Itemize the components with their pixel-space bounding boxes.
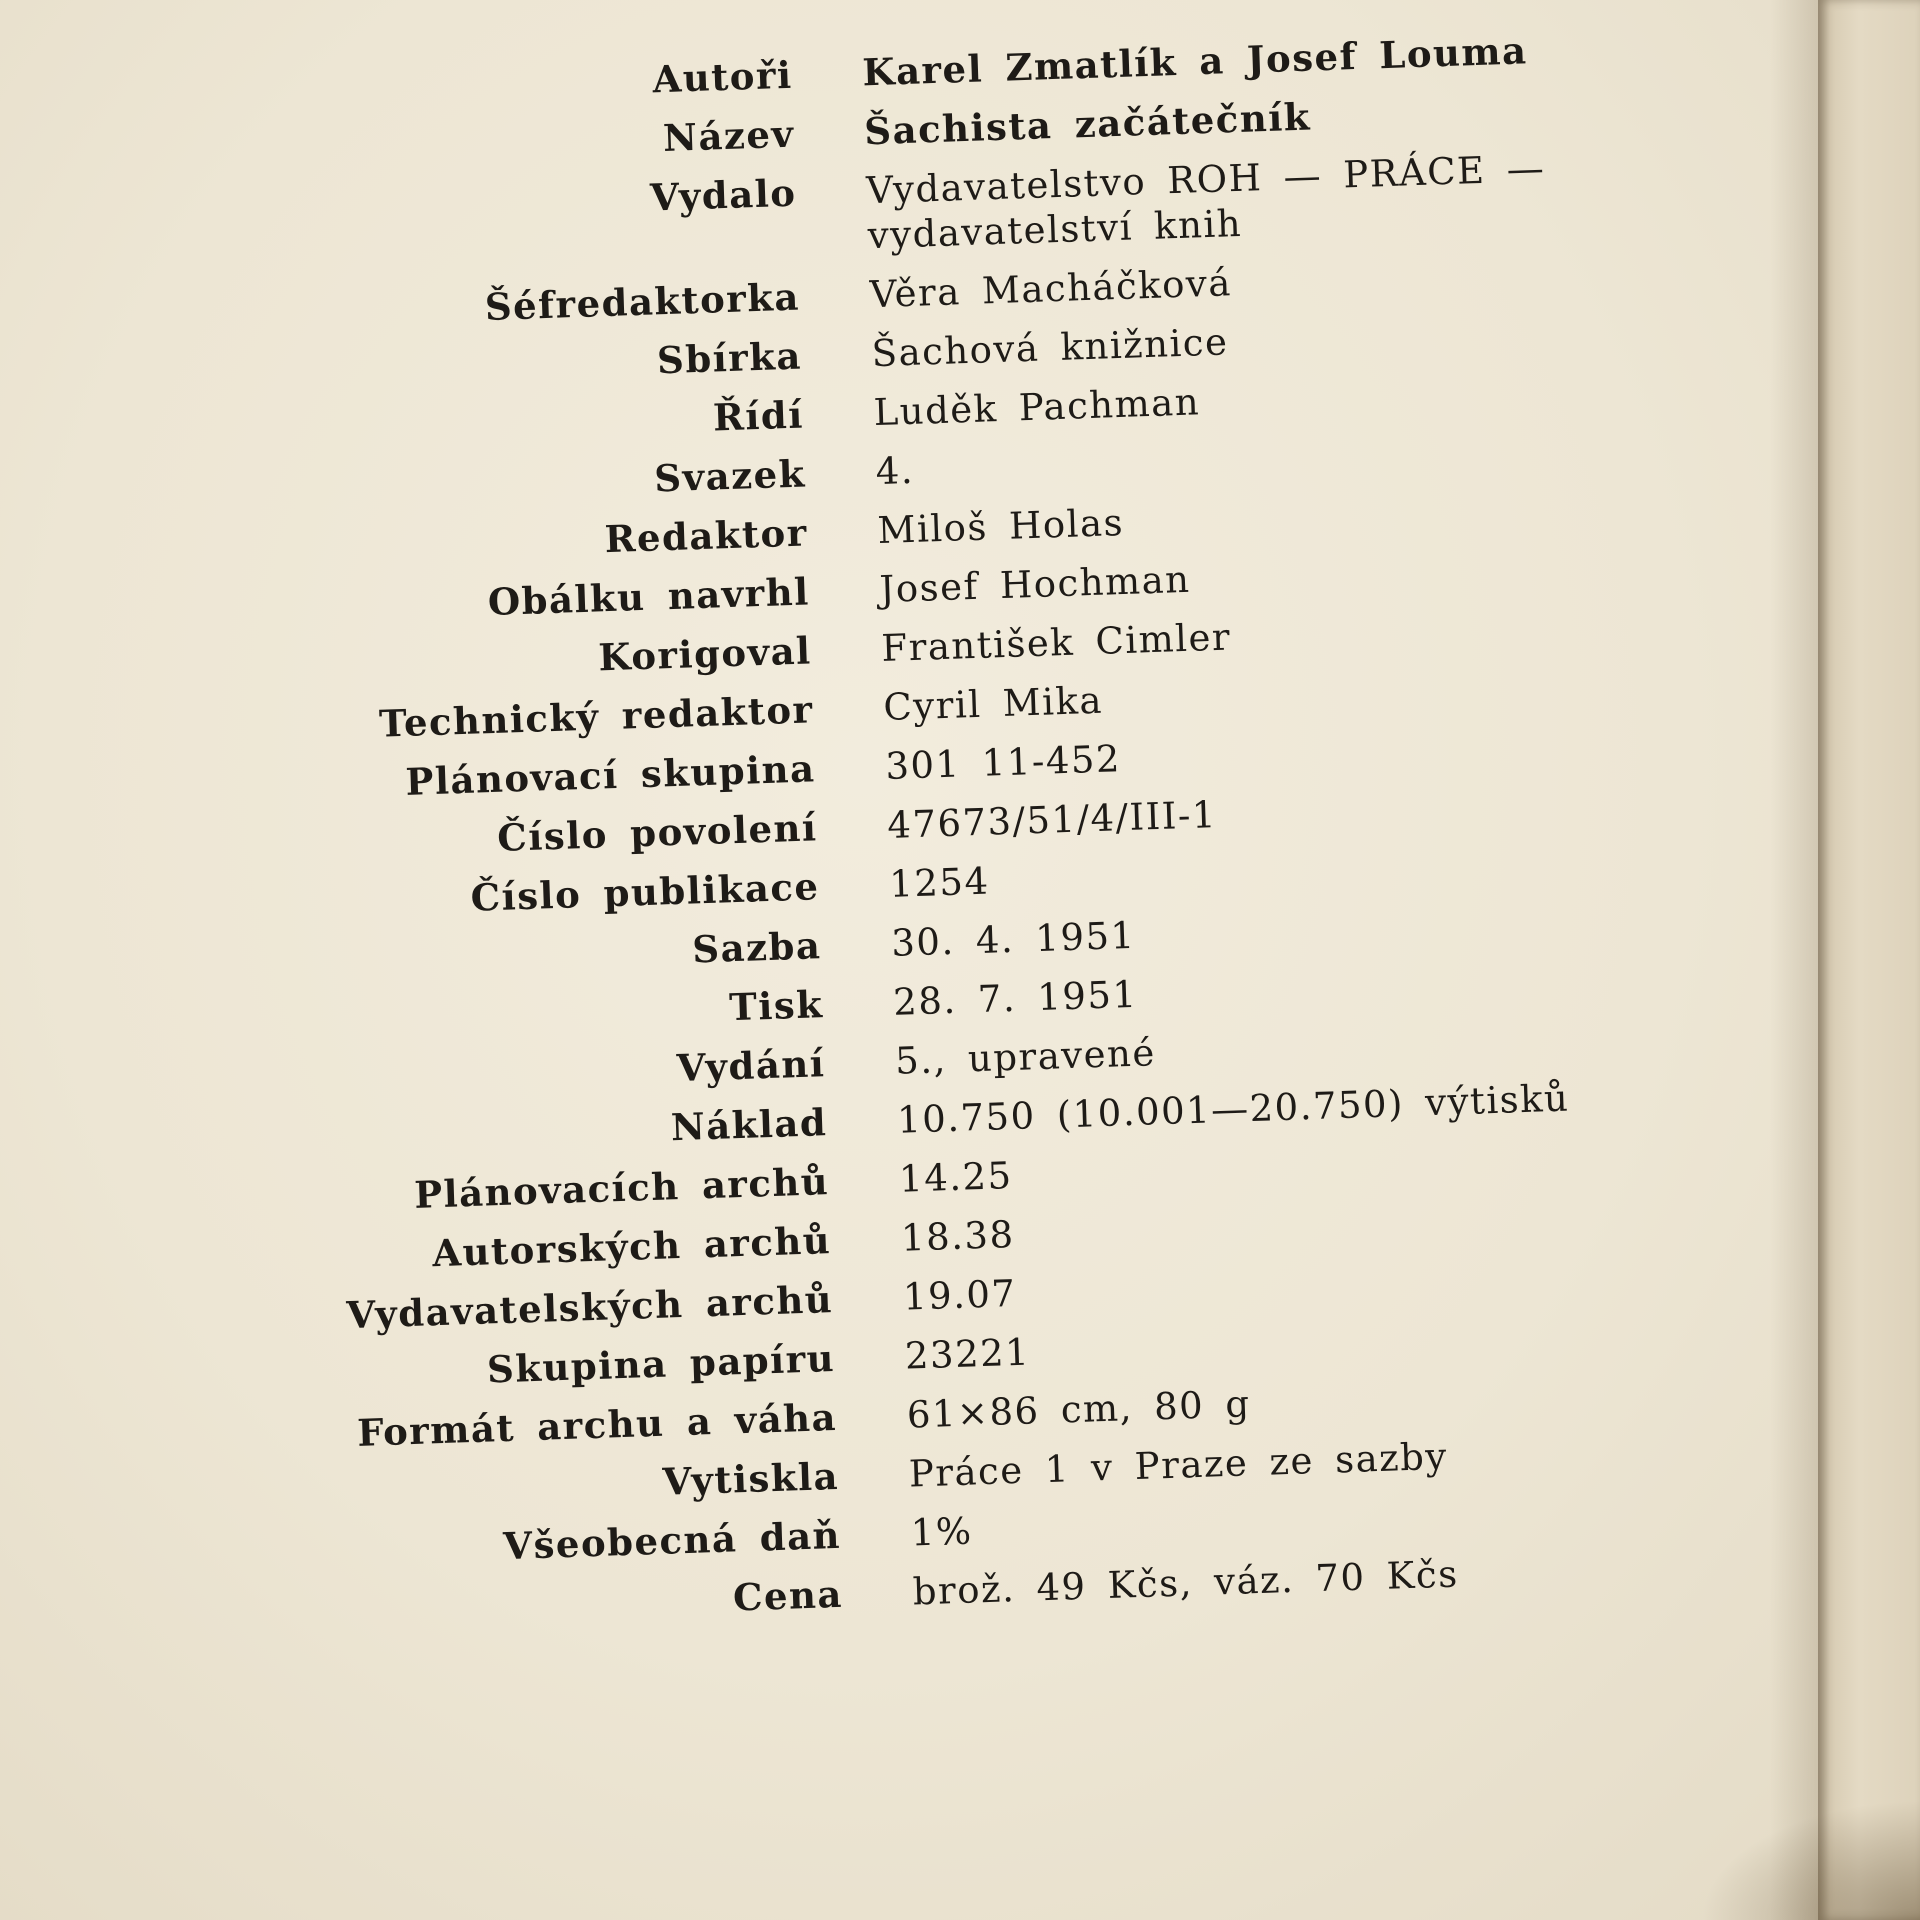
imprint-block [270, 23, 1752, 1649]
imprint-value [902, 1248, 1723, 1320]
imprint-value-line: Miloš Holas [876, 500, 1125, 553]
imprint-value-line: 1254 [888, 859, 991, 906]
imprint-value-line: 1% [910, 1509, 974, 1555]
imprint-value [873, 363, 1694, 435]
facing-page-edge [1818, 0, 1920, 1920]
imprint-value-line: Karel Zmatlík a Josef Louma [861, 28, 1529, 95]
imprint-value-line: Šachová knižnice [871, 320, 1230, 376]
imprint-value [864, 82, 1685, 154]
imprint-label: Šéfredaktorka [484, 274, 801, 329]
imprint-label: Plánovací skupina [404, 746, 817, 804]
imprint-label: Všeobecná daň [502, 1512, 842, 1569]
imprint-value [885, 717, 1706, 789]
imprint-value-line: 10.750 (10.001—20.750) výtisků [896, 1076, 1571, 1142]
imprint-value-line: 19.07 [902, 1271, 1018, 1319]
imprint-value-line: 28. 7. 1951 [892, 972, 1139, 1024]
imprint-label: Technický redaktor [378, 687, 815, 746]
imprint-label: Vydání [676, 1041, 826, 1091]
imprint-label: Autorských archů [431, 1218, 832, 1276]
imprint-value-line: 61×86 cm, 80 g [906, 1382, 1252, 1437]
imprint-label: Formát archu a váha [356, 1394, 838, 1455]
imprint-label: Cena [732, 1571, 844, 1620]
imprint-value-line: 301 11-452 [884, 737, 1122, 788]
imprint-value-line: František Cimler [880, 615, 1232, 671]
imprint-value [910, 1483, 1731, 1555]
imprint-value-line: 14.25 [898, 1154, 1014, 1201]
imprint-value [904, 1306, 1725, 1378]
imprint-value-line: Šachista začátečník [863, 94, 1312, 154]
imprint-label: Sazba [691, 923, 823, 972]
imprint-value-line: Práce 1 v Praze ze sazby [908, 1434, 1449, 1496]
imprint-label: Název [662, 111, 796, 160]
imprint-label: Vydavatelských archů [345, 1277, 834, 1338]
imprint-value-line: Luděk Pachman [872, 380, 1201, 435]
imprint-value [893, 953, 1714, 1025]
imprint-value [875, 422, 1696, 494]
imprint-value-line: 5., upravené [894, 1031, 1157, 1083]
imprint-value-line: brož. 49 Kčs, váz. 70 Kčs [912, 1552, 1460, 1614]
imprint-value [883, 658, 1704, 730]
imprint-value-line: Josef Hochman [878, 557, 1192, 612]
imprint-value [879, 540, 1700, 612]
imprint-value [908, 1424, 1729, 1496]
imprint-label: Tisk [728, 982, 825, 1030]
imprint-value [862, 23, 1683, 95]
imprint-value-line: 18.38 [900, 1212, 1016, 1260]
imprint-label: Číslo povolení [496, 805, 819, 860]
imprint-value [900, 1189, 1721, 1261]
imprint-value-line: vydavatelství knih [867, 201, 1243, 258]
imprint-value [898, 1130, 1719, 1202]
imprint-label: Redaktor [603, 510, 809, 562]
imprint-label: Korigoval [597, 628, 813, 680]
imprint-label: Řídí [712, 392, 805, 440]
imprint-value [887, 776, 1708, 848]
imprint-value [896, 1071, 1717, 1143]
imprint-label: Autoři [651, 52, 794, 102]
imprint-label: Svazek [653, 451, 807, 501]
imprint-value-line: Věra Macháčková [869, 261, 1233, 317]
imprint-value [906, 1365, 1727, 1437]
imprint-value [881, 599, 1702, 671]
imprint-label: Skupina papíru [486, 1335, 836, 1392]
imprint-value-line: 23221 [904, 1330, 1031, 1378]
imprint-label: Sbírka [656, 333, 803, 383]
corner-shadow [1700, 1800, 1920, 1920]
imprint-value-line: 47673/51/4/III-1 [886, 793, 1218, 847]
imprint-value [871, 304, 1692, 376]
imprint-value-line: 30. 4. 1951 [890, 913, 1137, 965]
imprint-value [889, 835, 1710, 907]
imprint-value [894, 1012, 1715, 1084]
imprint-value [891, 894, 1712, 966]
imprint-value [866, 141, 1689, 258]
imprint-value-line: Cyril Mika [882, 678, 1104, 729]
imprint-label: Vytiskla [661, 1453, 840, 1504]
imprint-value-line: Vydavatelstvo ROH — PRÁCE — [865, 146, 1546, 213]
imprint-value [877, 481, 1698, 553]
imprint-label: Obálku navrhl [487, 569, 811, 625]
imprint-value-line: 4. [874, 448, 915, 494]
imprint-label: Vydalo [649, 170, 798, 220]
imprint-value [869, 245, 1690, 317]
imprint-label: Číslo publikace [469, 864, 821, 920]
gutter-shadow [1770, 0, 1820, 1920]
imprint-label: Plánovacích archů [413, 1159, 830, 1217]
imprint-label: Náklad [670, 1100, 828, 1150]
imprint-value [912, 1542, 1733, 1614]
